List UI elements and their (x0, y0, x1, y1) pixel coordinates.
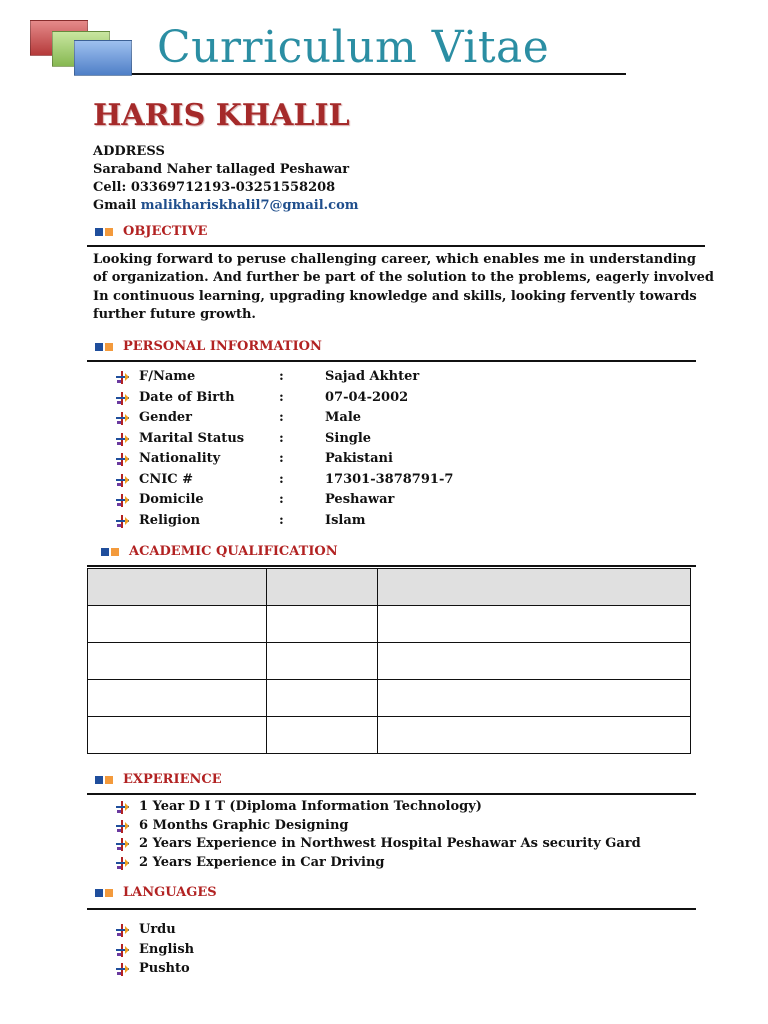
table-row (88, 680, 691, 717)
info-value: Single (325, 430, 372, 446)
table-cell (267, 717, 378, 754)
address-text: Saraband Naher tallaged Peshawar (93, 162, 350, 177)
info-value: 07-04-2002 (325, 389, 409, 405)
language-item: Pushto (139, 961, 190, 976)
table-cell (378, 643, 691, 680)
personal-info-heading-label: PERSONAL INFORMATION (123, 339, 322, 354)
square-marker-icon (95, 889, 103, 897)
square-marker-icon (105, 228, 113, 236)
square-marker-icon (95, 228, 103, 236)
info-separator: : (279, 451, 284, 466)
table-cell (267, 680, 378, 717)
arrow-bullet-icon (115, 800, 130, 815)
objective-line: further future growth. (93, 306, 256, 322)
square-marker-icon (105, 343, 113, 351)
info-value: Male (325, 410, 362, 425)
info-value: Pakistani (325, 451, 393, 466)
section-divider (87, 565, 696, 567)
objective-heading-label: OBJECTIVE (123, 224, 208, 239)
arrow-bullet-icon (115, 432, 130, 447)
arrow-bullet-icon (115, 943, 130, 958)
email-link[interactable]: malikhariskhalil7@gmail.com (140, 198, 359, 213)
table-row (88, 643, 691, 680)
info-value: Peshawar (325, 492, 395, 507)
info-label: Gender (139, 410, 193, 425)
info-separator: : (279, 492, 284, 507)
square-marker-icon (101, 548, 109, 556)
table-cell (267, 606, 378, 643)
info-separator: : (279, 430, 284, 446)
square-marker-icon (105, 889, 113, 897)
gmail-line (93, 198, 359, 213)
info-value: Sajad Akhter (325, 369, 420, 384)
arrow-bullet-icon (115, 452, 130, 467)
table-cell (88, 643, 267, 680)
arrow-bullet-icon (115, 493, 130, 508)
experience-item: 2 Years Experience in Northwest Hospital Peshawar As security Gard (139, 836, 641, 852)
table-row (88, 606, 691, 643)
person-name: HARIS KHALIL (93, 98, 350, 133)
square-marker-icon (111, 548, 119, 556)
arrow-bullet-icon (115, 391, 130, 406)
section-divider (87, 908, 696, 910)
arrow-bullet-icon (115, 856, 130, 871)
objective-line: of organization. And further be part of the solution to the problems, eagerly involved (93, 270, 714, 286)
info-value: 17301-3878791-7 (325, 471, 454, 487)
info-value: Islam (325, 512, 366, 528)
experience-item: 6 Months Graphic Designing (139, 817, 349, 833)
section-divider (87, 360, 696, 362)
arrow-bullet-icon (115, 837, 130, 852)
table-header-cell (378, 569, 691, 606)
square-marker-icon (95, 343, 103, 351)
table-cell (378, 606, 691, 643)
language-item: English (139, 941, 195, 957)
table-header-row (88, 569, 691, 606)
document-title: Curriculum Vitae (157, 22, 550, 73)
logo-icon (30, 20, 135, 80)
info-label: Marital Status (139, 430, 245, 446)
arrow-bullet-icon (115, 819, 130, 834)
info-label: F/Name (139, 369, 196, 384)
info-separator: : (279, 471, 284, 487)
table-cell (88, 606, 267, 643)
gmail-label: Gmail (93, 198, 137, 213)
arrow-bullet-icon (115, 923, 130, 938)
objective-line: Looking forward to peruse challenging career, which enables me in understanding (93, 252, 696, 267)
section-divider (87, 793, 696, 795)
cell-text: Cell: 03369712193-03251558208 (93, 180, 336, 195)
info-label: Religion (139, 512, 201, 528)
languages-heading-label: LANGUAGES (123, 885, 217, 900)
info-label: Domicile (139, 492, 204, 507)
arrow-bullet-icon (115, 473, 130, 488)
language-item: Urdu (139, 922, 176, 937)
info-separator: : (279, 389, 284, 405)
info-label: CNIC # (139, 471, 194, 487)
arrow-bullet-icon (115, 962, 130, 977)
info-label: Date of Birth (139, 389, 235, 405)
title-underline (132, 73, 626, 75)
table-cell (267, 643, 378, 680)
experience-item: 2 Years Experience in Car Driving (139, 855, 385, 871)
experience-heading (95, 772, 222, 787)
academic-heading-label: ACADEMIC QUALIFICATION (129, 544, 338, 559)
table-cell (88, 717, 267, 754)
table-header-cell (267, 569, 378, 606)
table-cell (378, 717, 691, 754)
experience-item: 1 Year D I T (Diploma Information Technology) (139, 799, 482, 814)
table-cell (378, 680, 691, 717)
arrow-bullet-icon (115, 370, 130, 385)
academic-heading (101, 544, 338, 559)
academic-table (87, 568, 691, 754)
info-separator: : (279, 410, 284, 425)
square-marker-icon (95, 776, 103, 784)
personal-info-heading (95, 339, 322, 354)
info-separator: : (279, 512, 284, 528)
objective-heading (95, 224, 207, 239)
objective-line: In continuous learning, upgrading knowledge and skills, looking fervently towards (93, 288, 697, 304)
arrow-bullet-icon (115, 514, 130, 529)
info-separator: : (279, 369, 284, 384)
languages-heading (95, 885, 217, 900)
experience-heading-label: EXPERIENCE (123, 772, 222, 787)
table-cell (88, 680, 267, 717)
arrow-bullet-icon (115, 411, 130, 426)
table-header-cell (88, 569, 267, 606)
info-label: Nationality (139, 451, 221, 466)
square-marker-icon (105, 776, 113, 784)
section-divider (87, 245, 705, 247)
objective-text (93, 251, 714, 324)
address-label: ADDRESS (93, 144, 165, 159)
table-row (88, 717, 691, 754)
